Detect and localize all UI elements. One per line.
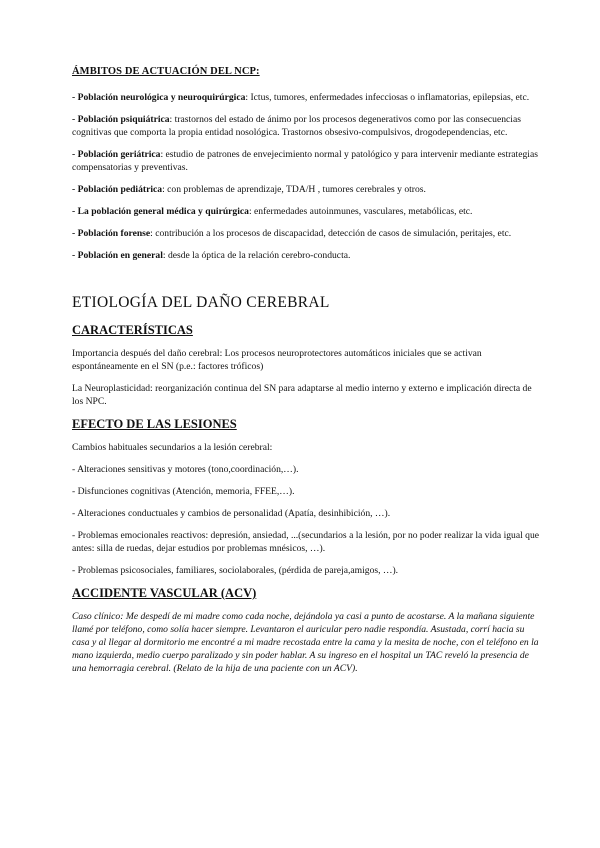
list-item: - Población en general: desde la óptica de la relación cerebro-conducta. xyxy=(72,250,351,261)
document-page xyxy=(72,66,540,675)
subheading-caracteristicas: CARACTERÍSTICAS xyxy=(72,323,193,337)
subheading-acv: ACCIDENTE VASCULAR (ACV) xyxy=(72,586,257,600)
list-item: - Población forense: contribución a los procesos de discapacidad, detección de casos de simulación, peritajes, etc. xyxy=(72,228,512,239)
list-item: - Alteraciones conductuales y cambios de personalidad (Apatía, desinhibición, …). xyxy=(72,508,391,519)
list-item: - Población psiquiátrica: trastornos del estado de ánimo por los procesos degenerativos como por las consecuencias cognitivas que comporta la propia entidad nosológica. Trastornos obsesivo-compulsivos, drogodependencias, etc. xyxy=(72,114,521,138)
chapter-title: ETIOLOGÍA DEL DAÑO CEREBRAL xyxy=(72,294,330,311)
list-item: - Población pediátrica: con problemas de aprendizaje, TDA/H , tumores cerebrales y otros. xyxy=(72,184,426,195)
paragraph: Importancia después del daño cerebral: Los procesos neuroprotectores automáticos iniciales que se activan espontáneamente en el SN (p.e.: factores tróficos) xyxy=(72,348,482,372)
subheading-efecto: EFECTO DE LAS LESIONES xyxy=(72,417,237,431)
paragraph: Cambios habituales secundarios a la lesión cerebral: xyxy=(72,442,273,453)
list-item: - La población general médica y quirúrgica: enfermedades autoinmunes, vasculares, metabólicas, etc. xyxy=(72,206,473,217)
list-item: - Problemas psicosociales, familiares, sociolaborales, (pérdida de pareja,amigos, …). xyxy=(72,565,399,576)
paragraph: La Neuroplasticidad: reorganización continua del SN para adaptarse al medio interno y externo e implicación directa de los NPC. xyxy=(72,383,532,407)
list-item: - Problemas emocionales reactivos: depresión, ansiedad, ...(secundarios a la lesión, por no poder realizar la vida igual que antes: silla de ruedas, dejar estudios por problemas mnésicos, …). xyxy=(72,530,540,554)
section-title-ambitos: ÁMBITOS DE ACTUACIÓN DEL NCP: xyxy=(72,66,260,77)
case-study-text: Caso clínico: Me despedí de mi madre como cada noche, dejándola ya casi a punto de acostarse. A la mañana siguiente llamé por teléfono, como solía hacer siempre. Levantaron el auricular pero nadie respondía. Asustada, corrí hacia su casa y al llegar al dormitorio me encontré a mi madre recostada entre la cama y la mesita de noche, con el teléfono en la mano izquierda, medio cuerpo paralizado y sin poder hablar. A su ingreso en el hospital un TAC reveló la presencia de una hemorragia cerebral. (Relato de la hija de una paciente con un ACV). xyxy=(72,611,539,674)
list-item: - Alteraciones sensitivas y motores (tono,coordinación,…). xyxy=(72,464,299,475)
list-item: - Población geriátrica: estudio de patrones de envejecimiento normal y patológico y para intervenir mediante estrategias compensatorias y preventivas. xyxy=(72,149,538,173)
list-item: - Población neurológica y neuroquirúrgica: Ictus, tumores, enfermedades infecciosas o inflamatorias, epilepsias, etc. xyxy=(72,92,530,103)
list-item: - Disfunciones cognitivas (Atención, memoria, FFEE,…). xyxy=(72,486,295,497)
